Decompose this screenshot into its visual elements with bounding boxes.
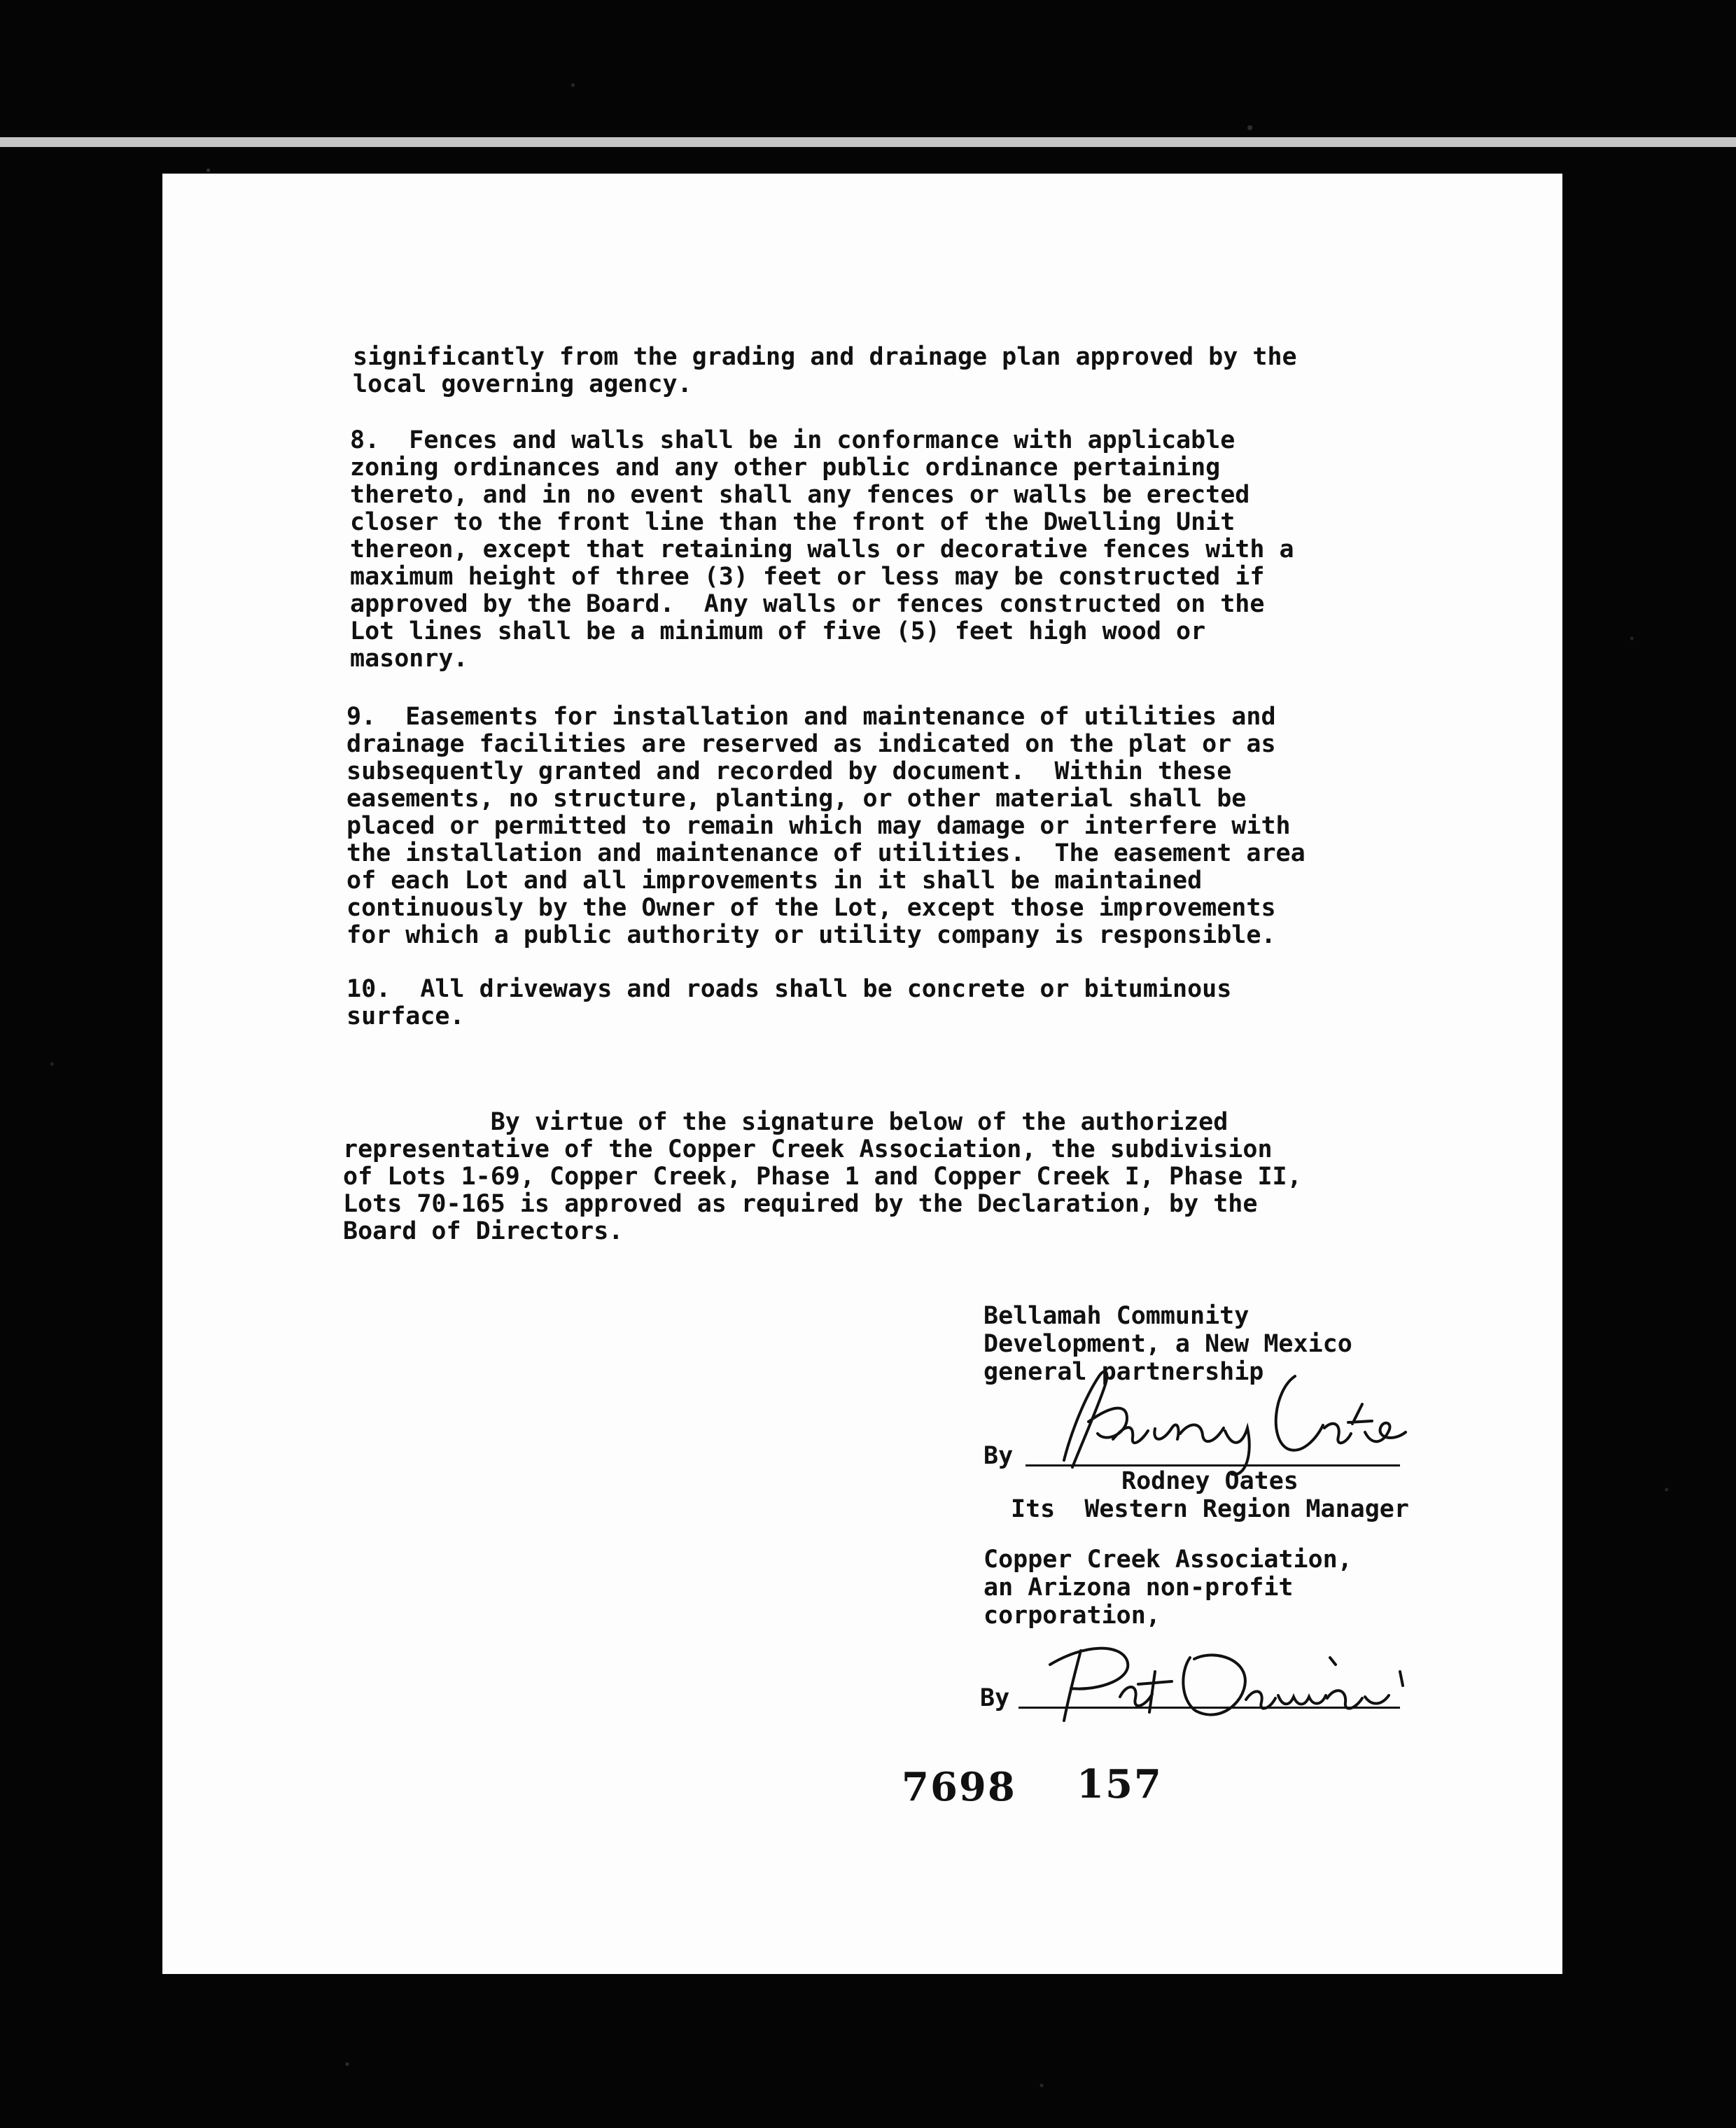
bellamah-entity: Bellamah Community Development, a New Mexico general partnership: [983, 1302, 1352, 1386]
paragraph-10-driveways: 10. All driveways and roads shall be concrete or bituminous surface.: [346, 975, 1232, 1030]
recording-page-number: 157: [1077, 1761, 1163, 1807]
copper-creek-entity: Copper Creek Association, an Arizona non-profit corporation,: [983, 1546, 1352, 1630]
paragraph-8-fences-walls: 8. Fences and walls shall be in conformance with applicable zoning ordinances and any other public ordinance pertaining thereto, and in no event shall any fences or walls be erected closer to the front line than the front of the Dwelling Unit thereon, except that retaining walls or decorative fences with a maximum height of three (3) feet or less may be constructed if approved by the Board. Any walls or fences constructed on the Lot lines shall be a minimum of five (5) feet high wood or masonry.: [350, 426, 1294, 673]
by-label-1: By: [983, 1442, 1014, 1470]
document-page: [162, 174, 1562, 1974]
paragraph-9-easements: 9. Easements for installation and maintenance of utilities and drainage facilities are reserved as indicated on the plat or as subsequently granted and recorded by document. Within these easements, no structure, planting, or other material shall be placed or permitted to remain which may damage or interfere with the installation and maintenance of utilities. The easement area of each Lot and all improvements in it shall be maintained continuously by the Owner of the Lot, except those improvements for which a public authority or utility company is responsible.: [346, 703, 1306, 949]
approval-paragraph: By virtue of the signature below of the authorized representative of the Copper Creek Association, the subdivision of Lots 1-69, Copper Creek, Phase 1 and Copper Creek I, Phase II, Lots 70-165 is approved as required by the Declaration, by the Board of Directors.: [343, 1108, 1302, 1245]
signature-rodney-oates: [1022, 1355, 1414, 1481]
by-label-2: By: [980, 1684, 1010, 1712]
scan-edge-line: [0, 137, 1736, 147]
paragraph-continued: significantly from the grading and drainage plan approved by the local governing agency.: [353, 343, 1297, 398]
signer-title-1: Its Western Region Manager: [1011, 1495, 1409, 1523]
signature-pat-damron: [1022, 1630, 1414, 1735]
signer-name-1: Rodney Oates: [1121, 1467, 1298, 1495]
recording-book-number: 7698: [902, 1764, 1016, 1810]
